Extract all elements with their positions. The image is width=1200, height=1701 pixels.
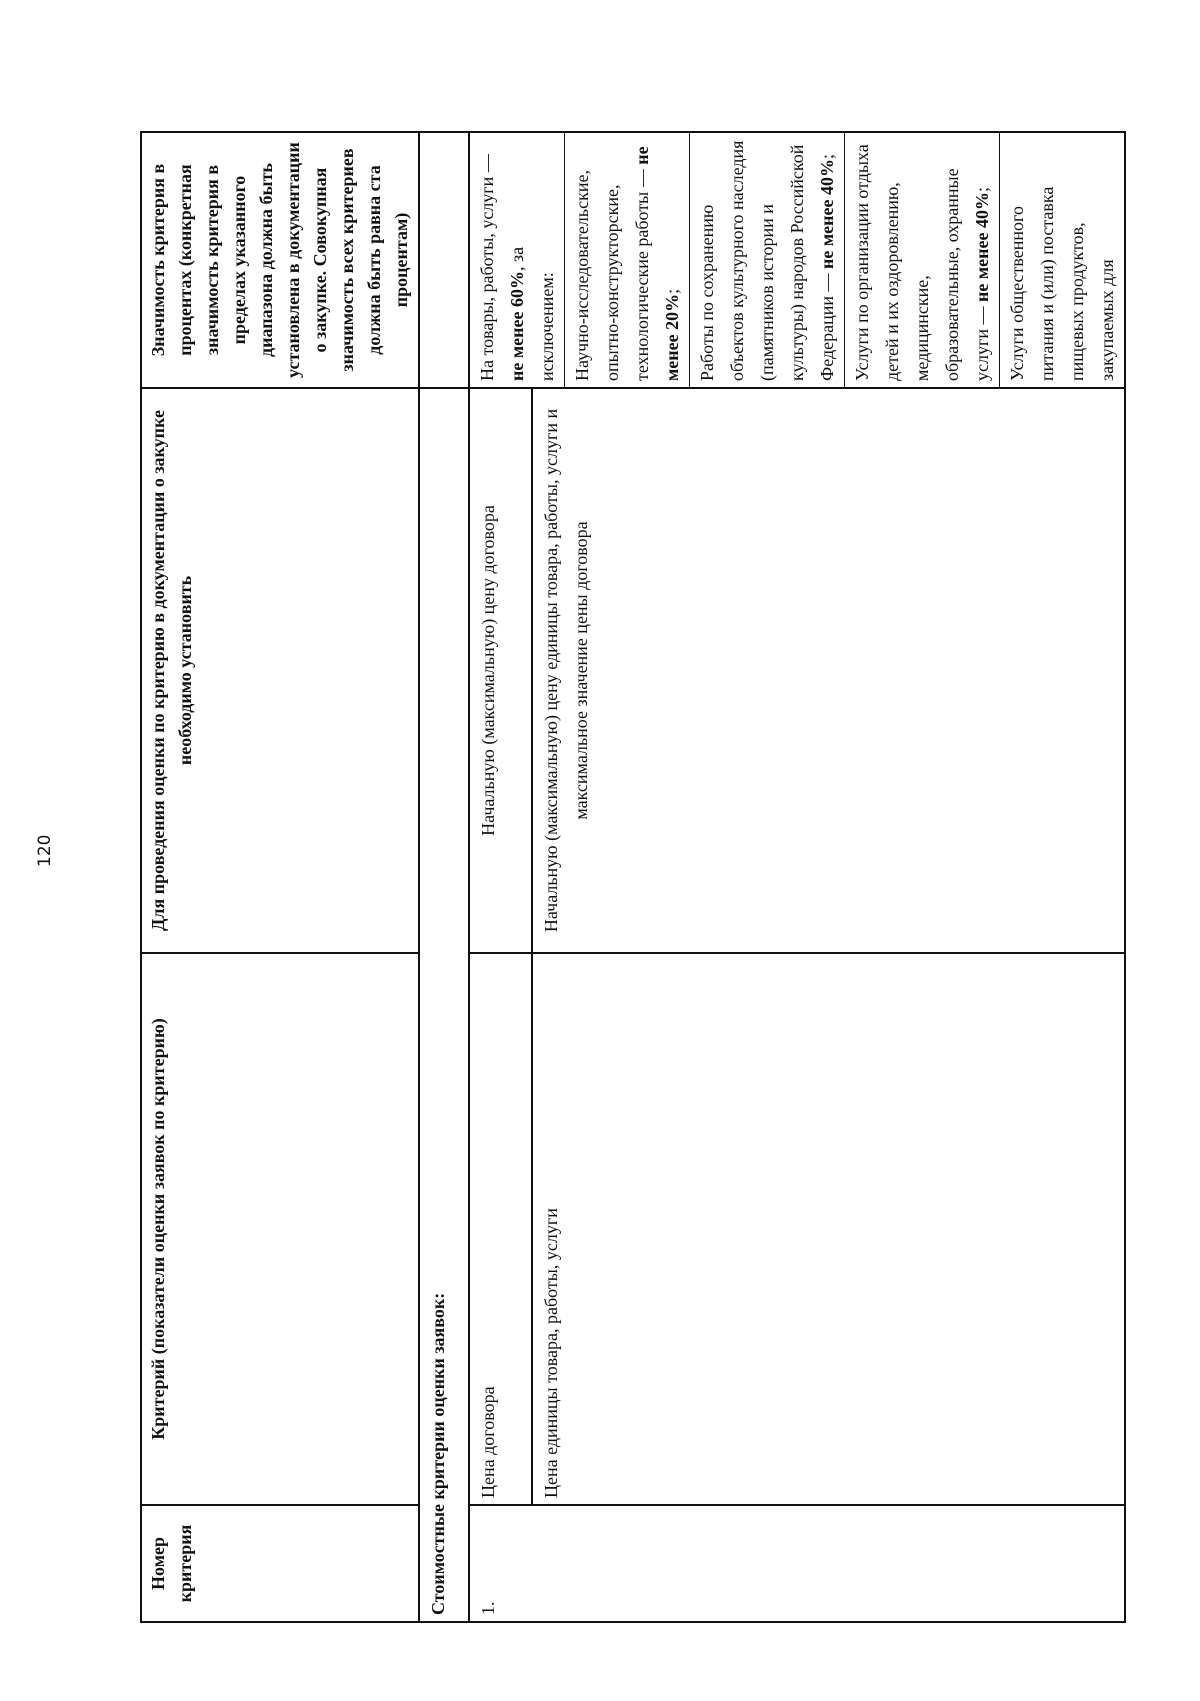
weight-text: Работы по сохранению объектов культурного наследия (памятников истории и культуры) народов Российской Федерации — (697, 140, 837, 381)
weight-cell (469, 132, 1125, 388)
header-number: Номер критерия (141, 1505, 419, 1622)
weight-text: Научно-исследовательские, опытно-конструкторские, технологические работы — (572, 164, 652, 381)
weight-value: не менее 60% (507, 271, 527, 381)
row-number: 1. (469, 1505, 1125, 1622)
weight-text: , за исключением: (507, 246, 557, 381)
criterion-cell: Цена единицы товара, работы, услуги (532, 953, 1125, 1505)
section-title: Стоимостные критерии оценки заявок: (419, 388, 469, 1622)
page-number: 120 (35, 834, 55, 867)
criterion-cell: Цена договора (469, 953, 532, 1505)
weight-text: На товары, работы, услуги — (477, 154, 497, 381)
to-set-cell: Начальную (максимальную) цену договора (469, 388, 532, 953)
rotated-page-content (140, 133, 1117, 1623)
weight-text: Услуги по организации отдыха детей и их оздоровлению, медицинские, образовательные, охранные услуги — (852, 144, 992, 381)
weight-food (1000, 133, 1124, 387)
weight-services (845, 133, 1000, 387)
weight-text: Услуги общественного питания и (или) поставка пищевых продуктов, закупаемых для (1007, 186, 1117, 381)
weight-value: не менее 40% (972, 192, 992, 302)
weight-heritage (690, 133, 845, 387)
weight-main (470, 133, 565, 387)
weight-research (565, 133, 690, 387)
weight-value: не менее 20% (632, 146, 682, 381)
section-row (419, 132, 469, 1622)
header-to-set: Для проведения оценки по критерию в документации о закупке необходимо установить (141, 388, 419, 953)
criteria-table (140, 131, 1126, 1623)
table-header-row (141, 132, 419, 1622)
table-row (469, 132, 532, 1622)
weight-text: ; (662, 288, 682, 294)
to-set-cell: Начальную (максимальную) цену единицы товара, работы, услуги и максимальное значение цены договора (532, 388, 1125, 953)
header-weight: Значимость критерия в процентах (конкретная значимость критерия в пределах указанного диапазона должна быть установлена в документации о закупке. Совокупная значимость всех критериев должна быть равна ста процентам) (141, 132, 419, 388)
weight-text: ; (817, 154, 837, 160)
section-weight-empty (419, 132, 469, 388)
weight-value: не менее 40% (817, 159, 837, 269)
header-criterion: Критерий (показатели оценки заявок по критерию) (141, 953, 419, 1505)
weight-text: ; (972, 187, 992, 193)
